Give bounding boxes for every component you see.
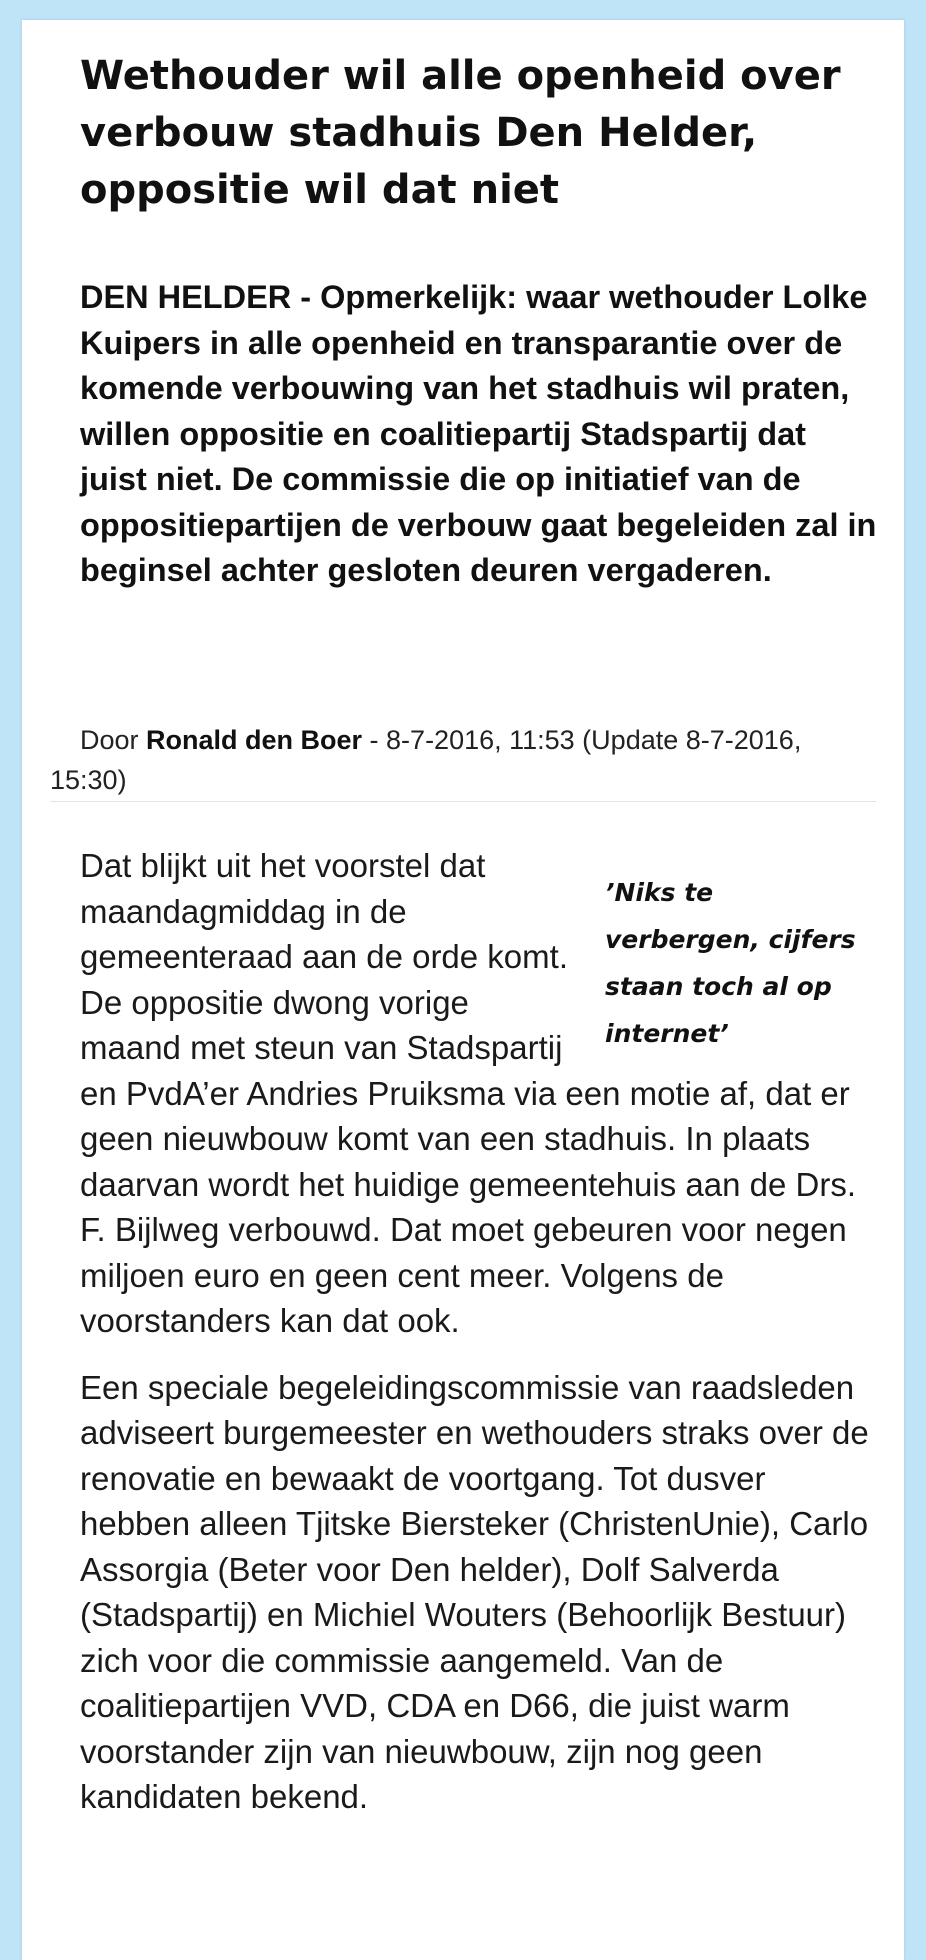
article-byline: [50, 720, 870, 800]
body-paragraph-1: Dat blijkt uit het voorstel dat maandagmiddag in de gemeenteraad aan de orde komt. De oppositie dwong vorige maand met steun van Stadspartij en PvdA’er Andries Pruiksma via een motie af, dat er geen nieuwbouw komt van een stadhuis. In plaats daarvan wordt het huidige gemeentehuis aan de Drs. F. Bijlweg verbouwd. Dat moet gebeuren voor negen miljoen euro en geen cent meer. Volgens de voorstanders kan dat ook.: [80, 847, 856, 1339]
article-body: [80, 843, 870, 1841]
article-card: [22, 20, 904, 1960]
byline-author: Ronald den Boer: [146, 725, 363, 755]
byline-prefix: Door: [80, 725, 147, 755]
article-headline: Wethouder wil alle openheid over verbouw stadhuis Den Helder, oppositie wil dat niet: [80, 53, 841, 213]
article-lead: DEN HELDER - Opmerkelijk: waar wethouder Lolke Kuipers in alle openheid en transparantie over de komende verbouwing van het stadhuis wil praten, willen oppositie en coalitiepartij Stadspartij dat juist niet. De commissie die op initiatief van de oppositiepartijen de verbouw gaat begeleiden zal in beginsel achter gesloten deuren vergaderen.: [80, 279, 877, 588]
body-paragraph-2: Een speciale begeleidingscommissie van raadsleden adviseert burgemeester en wethouders straks over de renovatie en bewaakt de voortgang. Tot dusver hebben alleen Tjitske Biersteker (ChristenUnie), Carlo Assorgia (Beter voor Den helder), Dolf Salverda (Stadspartij) en Michiel Wouters (Behoorlijk Bestuur) zich voor die commissie aangemeld. Van de coalitiepartijen VVD, CDA en D66, die juist warm voorstander zijn van nieuwbouw, zijn nog geen kandidaten bekend.: [80, 1368, 869, 1815]
byline-divider: [50, 801, 876, 802]
byline-date: - 8-7-2016, 11:53 (Update 8-7-2016, 15:30): [50, 725, 802, 795]
pull-quote: ’Niks te verbergen, cijfers staan toch al op internet’: [605, 878, 856, 1048]
